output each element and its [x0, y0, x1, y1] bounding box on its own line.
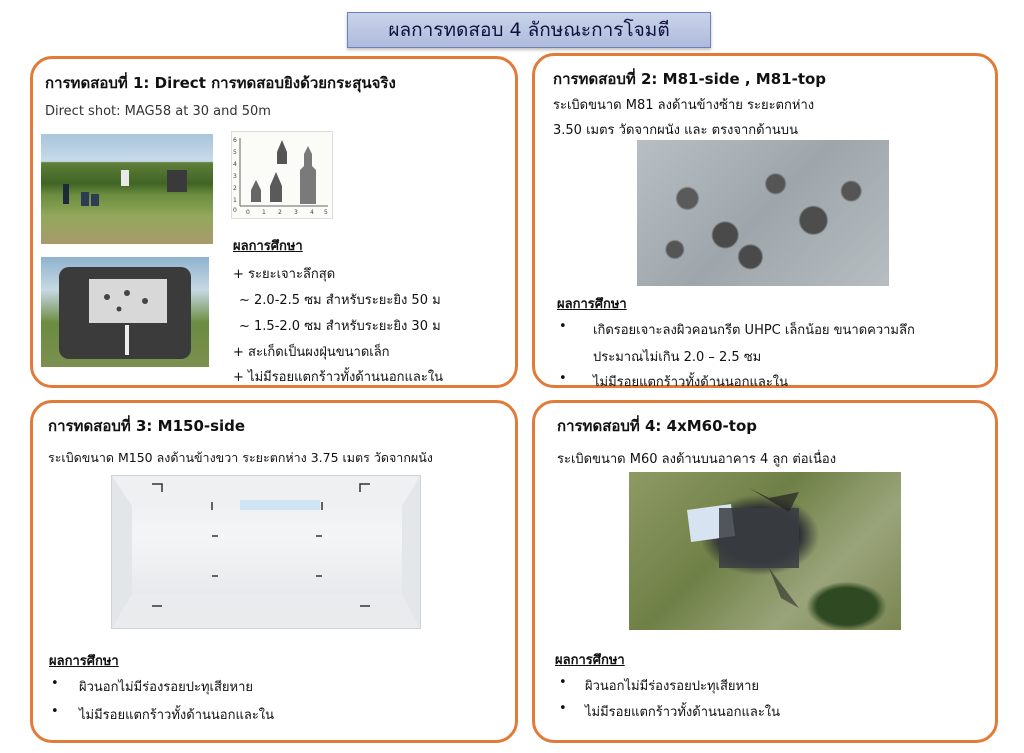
panel-1-result-line: + สะเก็ดเป็นผงฝุ่นขนาดเล็ก — [233, 345, 390, 360]
xaxis-label: 4 — [310, 209, 314, 216]
panel-1-result-line: ~ 1.5-2.0 ซม สำหรับระยะยิง 30 ม — [239, 319, 441, 334]
panel-2-bullet: เกิดรอยเจาะลงผิวคอนกรีต UHPC เล็กน้อย ขนาดความลึก — [593, 323, 915, 338]
scale-label: 1 — [233, 197, 237, 204]
panel-3-bullet: ผิวนอกไม่มีร่องรอยปะทุเสียหาย — [79, 680, 253, 695]
panel-4-bullet: ไม่มีรอยแตกร้าวทั้งด้านนอกและใน — [585, 705, 781, 720]
xaxis-label: 3 — [294, 209, 298, 216]
scale-label: 4 — [233, 161, 237, 168]
panel-3-title: การทดสอบที่ 3: M150-side — [48, 417, 246, 435]
scale-label: 0 — [233, 207, 237, 214]
panel-2-bullet-continued: ประมาณไม่เกิน 2.0 – 2.5 ซม — [593, 350, 762, 365]
test-panel-2 — [532, 53, 998, 388]
panel-4-results-heading: ผลการศึกษา — [555, 653, 625, 668]
test-panel-1 — [30, 56, 518, 388]
xaxis-label: 2 — [278, 209, 282, 216]
scale-label: 2 — [233, 185, 237, 192]
panel-1-results-heading: ผลการศึกษา — [233, 239, 303, 254]
aerial-building-photo — [629, 472, 901, 630]
test-panel-3 — [30, 400, 518, 743]
interior-room-photo — [111, 475, 421, 629]
bullet-sizes-illustration — [232, 132, 332, 218]
panel-1-title: การทดสอบที่ 1: Direct การทดสอบยิงด้วยกระสุนจริง — [45, 74, 396, 92]
xaxis-label: 5 — [324, 209, 328, 216]
bullet-dot: • — [559, 675, 567, 690]
ammunition-diagram — [231, 131, 333, 219]
panel-1-result-line: ~ 2.0-2.5 ซม สำหรับระยะยิง 50 ม — [239, 293, 441, 308]
panel-1-subtitle: Direct shot: MAG58 at 30 and 50m — [45, 104, 271, 119]
panel-1-result-line: + ไม่มีรอยแตกร้าวทั้งด้านนอกและใน — [233, 370, 444, 385]
scale-label: 5 — [233, 149, 237, 156]
sandbag-wall-illustration — [41, 257, 209, 367]
sandbag-target-wall-photo — [41, 257, 209, 367]
scale-label: 3 — [233, 173, 237, 180]
interior-room-illustration — [112, 476, 420, 628]
bullet-dot: • — [559, 371, 567, 386]
panel-4-title: การทดสอบที่ 4: 4xM60-top — [557, 417, 757, 435]
panel-3-results-heading: ผลการศึกษา — [49, 654, 119, 669]
panel-2-bullet: ไม่มีรอยแตกร้าวทั้งด้านนอกและใน — [593, 375, 789, 390]
panel-2-results-heading: ผลการศึกษา — [557, 297, 627, 312]
panel-4-description: ระเบิดขนาด M60 ลงด้านบนอาคาร 4 ลูก ต่อเนื่อง — [557, 452, 837, 467]
panel-2-description: ระเบิดขนาด M81 ลงด้านข้างซ้าย ระยะตกห่าง — [553, 98, 815, 113]
bullet-dot: • — [51, 704, 59, 719]
panel-4-bullet: ผิวนอกไม่มีร่องรอยปะทุเสียหาย — [585, 679, 759, 694]
bullet-dot: • — [559, 701, 567, 716]
xaxis-label: 1 — [262, 209, 266, 216]
firing-range-photo — [41, 134, 213, 244]
concrete-impact-photo — [637, 140, 889, 286]
xaxis-label: 0 — [246, 209, 250, 216]
page-title: ผลการทดสอบ 4 ลักษณะการโจมตี — [347, 12, 711, 48]
panel-3-bullet: ไม่มีรอยแตกร้าวทั้งด้านนอกและใน — [79, 708, 275, 723]
panel-1-result-line: + ระยะเจาะลึกสุด — [233, 267, 336, 282]
aerial-building-illustration — [629, 472, 901, 630]
firing-range-illustration — [41, 134, 213, 244]
scale-label: 6 — [233, 137, 237, 144]
panel-2-description: 3.50 เมตร วัดจากผนัง และ ตรงจากด้านบน — [553, 123, 798, 138]
panel-2-title: การทดสอบที่ 2: M81-side , M81-top — [553, 70, 827, 88]
bullet-dot: • — [51, 676, 59, 691]
bullet-dot: • — [559, 319, 567, 334]
panel-3-description: ระเบิดขนาด M150 ลงด้านข้างขวา ระยะตกห่าง 3.75 เมตร วัดจากผนัง — [48, 450, 433, 465]
test-panel-4 — [532, 400, 998, 743]
